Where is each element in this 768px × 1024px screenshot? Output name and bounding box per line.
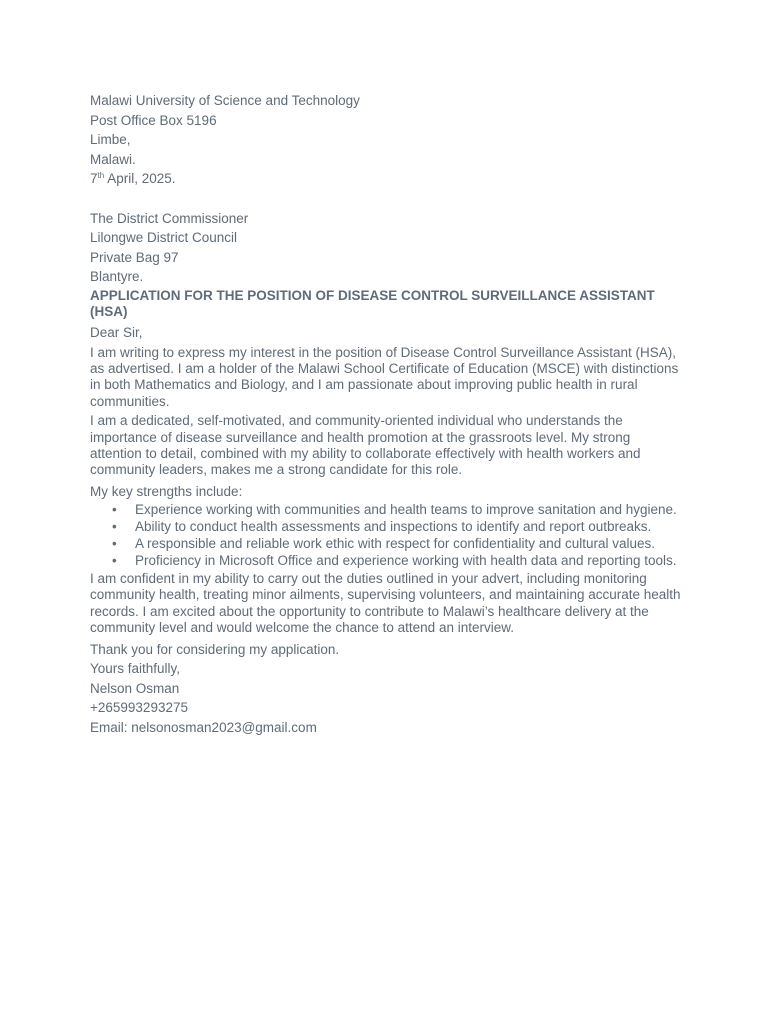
strength-text: Proficiency in Microsoft Office and experience working with health data and reporting tools. xyxy=(135,552,677,568)
list-item xyxy=(90,553,685,569)
date-month-year: April, 2025. xyxy=(104,171,176,187)
date-suffix: th xyxy=(97,171,105,181)
recipient-line-bag: Private Bag 97 xyxy=(90,249,179,265)
date-day: 7 xyxy=(90,171,98,187)
bullet-icon: • xyxy=(112,501,117,517)
body-paragraph-profile: I am a dedicated, self-motivated, and community-oriented individual who understands the importance of disease surveillance and health promotion at the grassroots level. My strong attention to detail, combined with my ability to collaborate effectively with health workers and community leaders, makes me a strong candidate for this role. xyxy=(90,413,641,478)
sender-line-institution: Malawi University of Science and Technology xyxy=(90,93,360,108)
bullet-icon: • xyxy=(112,518,117,534)
signoff-line: Yours faithfully, xyxy=(90,661,181,677)
bullet-icon: • xyxy=(112,535,117,551)
bullet-icon: • xyxy=(112,552,117,568)
strength-text: Experience working with communities and health teams to improve sanitation and hygiene. xyxy=(135,501,677,517)
strength-text: A responsible and reliable work ethic with respect for confidentiality and cultural values. xyxy=(135,535,656,551)
sender-line-town: Limbe, xyxy=(90,132,131,148)
thanks-line: Thank you for considering my application. xyxy=(90,641,340,657)
letter-page xyxy=(90,91,685,738)
contact-phone: +265993293275 xyxy=(90,700,188,716)
sender-address xyxy=(90,91,685,189)
letter-subject: APPLICATION FOR THE POSITION OF DISEASE CONTROL SURVEILLANCE ASSISTANT (HSA) xyxy=(90,287,655,320)
recipient-line-city: Blantyre. xyxy=(90,269,144,285)
recipient-line-council: Lilongwe District Council xyxy=(90,230,238,246)
strengths-intro: My key strengths include: xyxy=(90,483,243,499)
address-spacer xyxy=(90,189,685,209)
strength-text: Ability to conduct health assessments and inspections to identify and report outbreaks. xyxy=(135,518,652,534)
contact-email: Email: nelsonosman2023@gmail.com xyxy=(90,720,317,735)
body-paragraph-intro: I am writing to express my interest in the position of Disease Control Surveillance Assistant (HSA), as advertised. I am a holder of the Malawi School Certificate of Education (MSCE) with distinctions in both Mathematics and Biology, and I am passionate about improving public health in rural communities. xyxy=(90,344,679,409)
signer-name: Nelson Osman xyxy=(90,680,180,696)
body-paragraph-closing: I am confident in my ability to carry out the duties outlined in your advert, including monitoring community health, treating minor ailments, supervising volunteers, and maintaining accurate health records. I am excited about the opportunity to contribute to Malawi’s healthcare delivery at the community level and would welcome the chance to attend an interview. xyxy=(90,571,681,636)
salutation: Dear Sir, xyxy=(90,324,143,340)
list-item xyxy=(90,519,685,535)
recipient-line-title: The District Commissioner xyxy=(90,210,249,226)
recipient-address xyxy=(90,209,685,287)
strengths-list xyxy=(90,502,685,569)
sender-line-country: Malawi. xyxy=(90,151,136,167)
list-item xyxy=(90,502,685,518)
sender-line-box: Post Office Box 5196 xyxy=(90,112,217,128)
letter-date xyxy=(90,169,685,189)
list-item xyxy=(90,536,685,552)
